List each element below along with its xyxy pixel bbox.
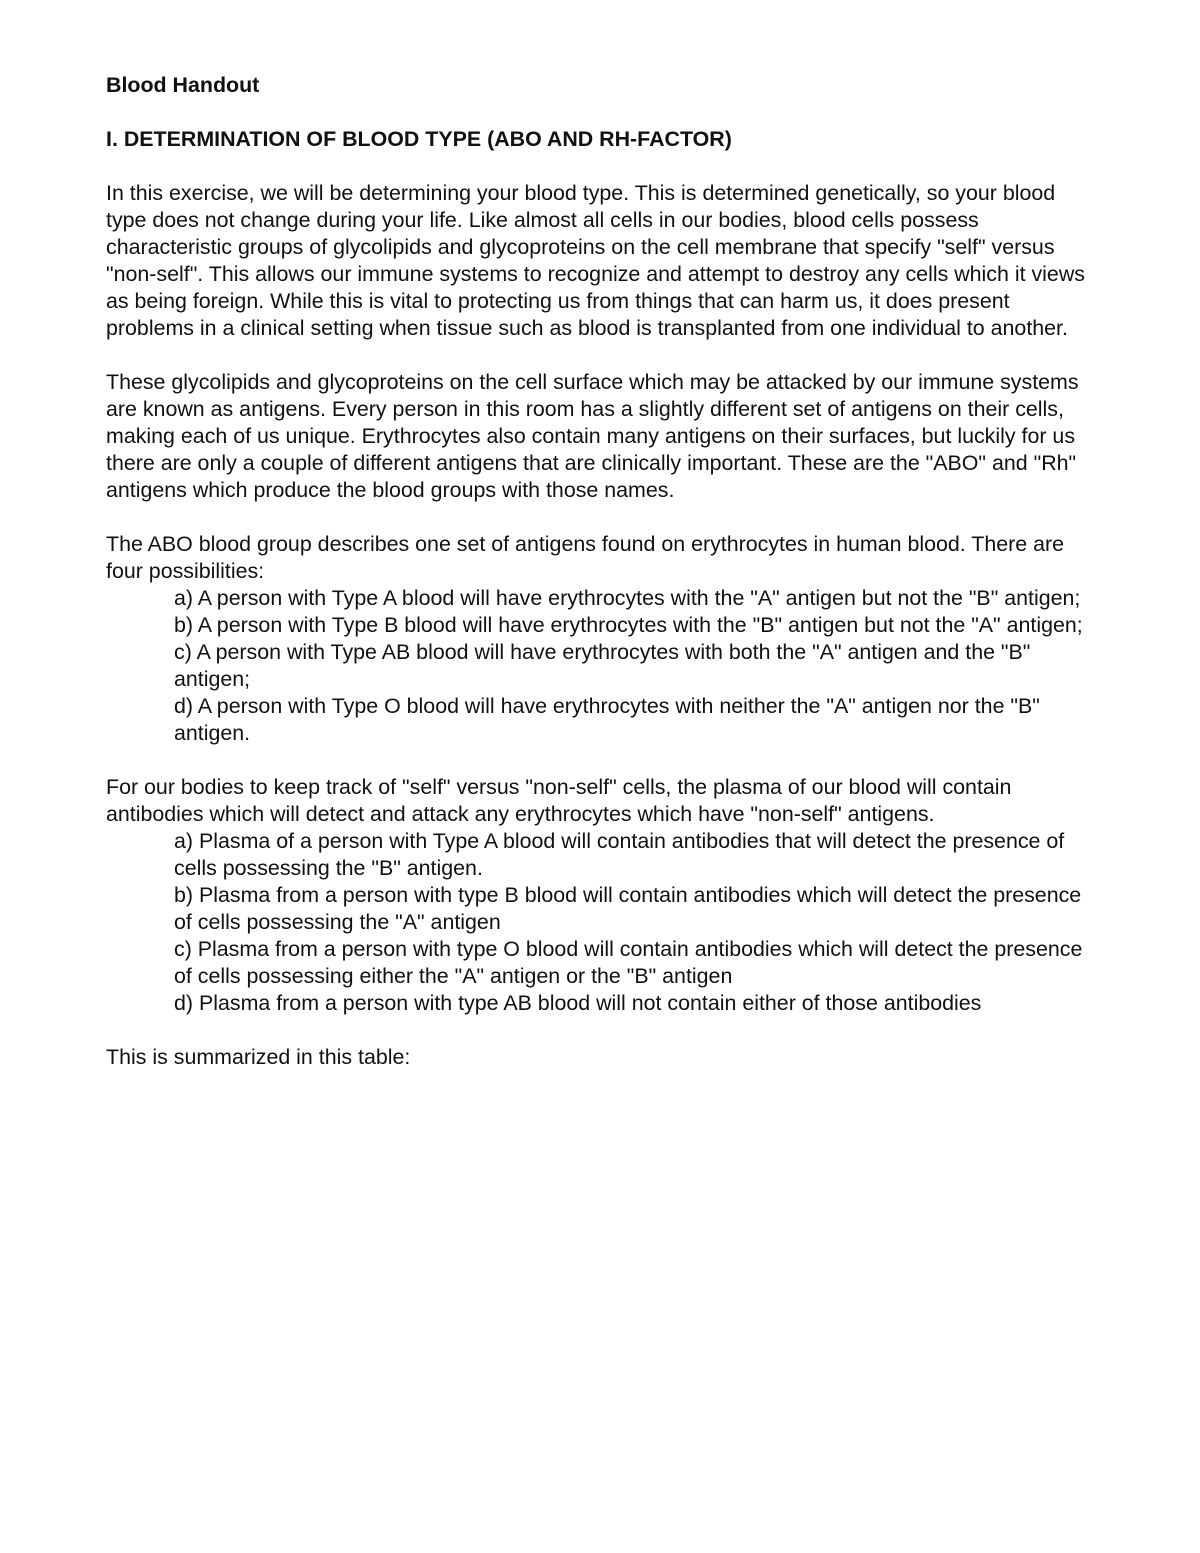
list-item: c) Plasma from a person with type O blood will contain antibodies which will detect the presence of cells possessing either the "A" antigen or the "B" antigen (174, 937, 1083, 988)
abo-intro: The ABO blood group describes one set of antigens found on erythrocytes in human blood. There are four possibilities: (106, 532, 1065, 583)
document-title: Blood Handout (106, 73, 260, 97)
plasma-list (106, 828, 1100, 1017)
list-item: a) A person with Type A blood will have erythrocytes with the "A" antigen but not the "B" antigen; (174, 586, 1081, 610)
list-item: b) A person with Type B blood will have erythrocytes with the "B" antigen but not the "A" antigen; (174, 613, 1083, 637)
list-item: a) Plasma of a person with Type A blood will contain antibodies that will detect the presence of cells possessing the "B" antigen. (174, 829, 1065, 880)
plasma-intro: For our bodies to keep track of "self" versus "non-self" cells, the plasma of our blood will contain antibodies which will detect and attack any erythrocytes which have "non-self" antigens. (106, 775, 1012, 826)
summary-line: This is summarized in this table: (106, 1045, 411, 1069)
list-item: c) A person with Type AB blood will have erythrocytes with both the "A" antigen and the "B" antigen; (174, 640, 1031, 691)
section-heading: I. DETERMINATION OF BLOOD TYPE (ABO AND RH-FACTOR) (106, 127, 732, 151)
list-item: d) A person with Type O blood will have erythrocytes with neither the "A" antigen nor the "B" antigen. (174, 694, 1040, 745)
paragraph-antigens: These glycolipids and glycoproteins on the cell surface which may be attacked by our immune systems are known as antigens. Every person in this room has a slightly different set of antigens on their cells, making each of us unique. Erythrocytes also contain many antigens on their surfaces, but luckily for us there are only a couple of different antigens that are clinically important. These are the "ABO" and "Rh" antigens which produce the blood groups with those names. (106, 370, 1079, 502)
paragraph-intro: In this exercise, we will be determining your blood type. This is determined genetically, so your blood type does not change during your life. Like almost all cells in our bodies, blood cells possess characteristic groups of glycolipids and glycoproteins on the cell membrane that specify "self" versus "non-self". This allows our immune systems to recognize and attempt to destroy any cells which it views as being foreign. While this is vital to protecting us from things that can harm us, it does present problems in a clinical setting when tissue such as blood is transplanted from one individual to another. (106, 181, 1085, 340)
abo-list (106, 585, 1100, 747)
list-item: b) Plasma from a person with type B blood will contain antibodies which will detect the presence of cells possessing the "A" antigen (174, 883, 1082, 934)
list-item: d) Plasma from a person with type AB blood will not contain either of those antibodies (174, 991, 982, 1015)
